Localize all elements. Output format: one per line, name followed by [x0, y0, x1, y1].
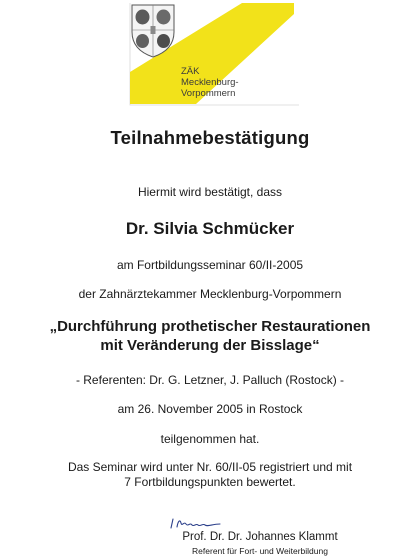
date-place-text: am 26. November 2005 in Rostock: [117, 402, 303, 416]
intro-text: Hiermit wird bestätigt, dass: [137, 185, 283, 199]
handwritten-signature: [168, 515, 224, 531]
zak-logo: [124, 2, 300, 106]
logo-line-2: Mecklenburg-: [181, 77, 239, 88]
registration-text-2: 7 Fortbildungspunkten bewertet.: [124, 475, 296, 489]
registration-text-1: Das Seminar wird unter Nr. 60/II-05 registriert und mit: [67, 460, 353, 474]
logo-text: [181, 66, 239, 99]
course-title-line-1: „Durchführung prothetischer Restaurationen: [49, 318, 371, 335]
logo-line-1: ZÄK: [181, 66, 200, 77]
signer-role: Referent für Fort- und Weiterbildung: [192, 546, 328, 556]
participated-text: teilgenommen hat.: [160, 432, 260, 446]
seminar-text: am Fortbildungsseminar 60/II-2005: [116, 258, 304, 272]
organization-text: der Zahnärztekammer Mecklenburg-Vorpommern: [78, 287, 342, 301]
certificate-title: Teilnahmebestätigung: [110, 127, 310, 148]
recipient-name: Dr. Silvia Schmücker: [125, 219, 295, 238]
signer-name: Prof. Dr. Dr. Johannes Klammt: [182, 531, 338, 543]
speakers-text: - Referenten: Dr. G. Letzner, J. Palluch (Rostock) -: [75, 373, 345, 387]
logo-line-3: Vorpommern: [181, 88, 236, 99]
course-title-line-2: mit Veränderung der Bisslage“: [100, 337, 320, 354]
